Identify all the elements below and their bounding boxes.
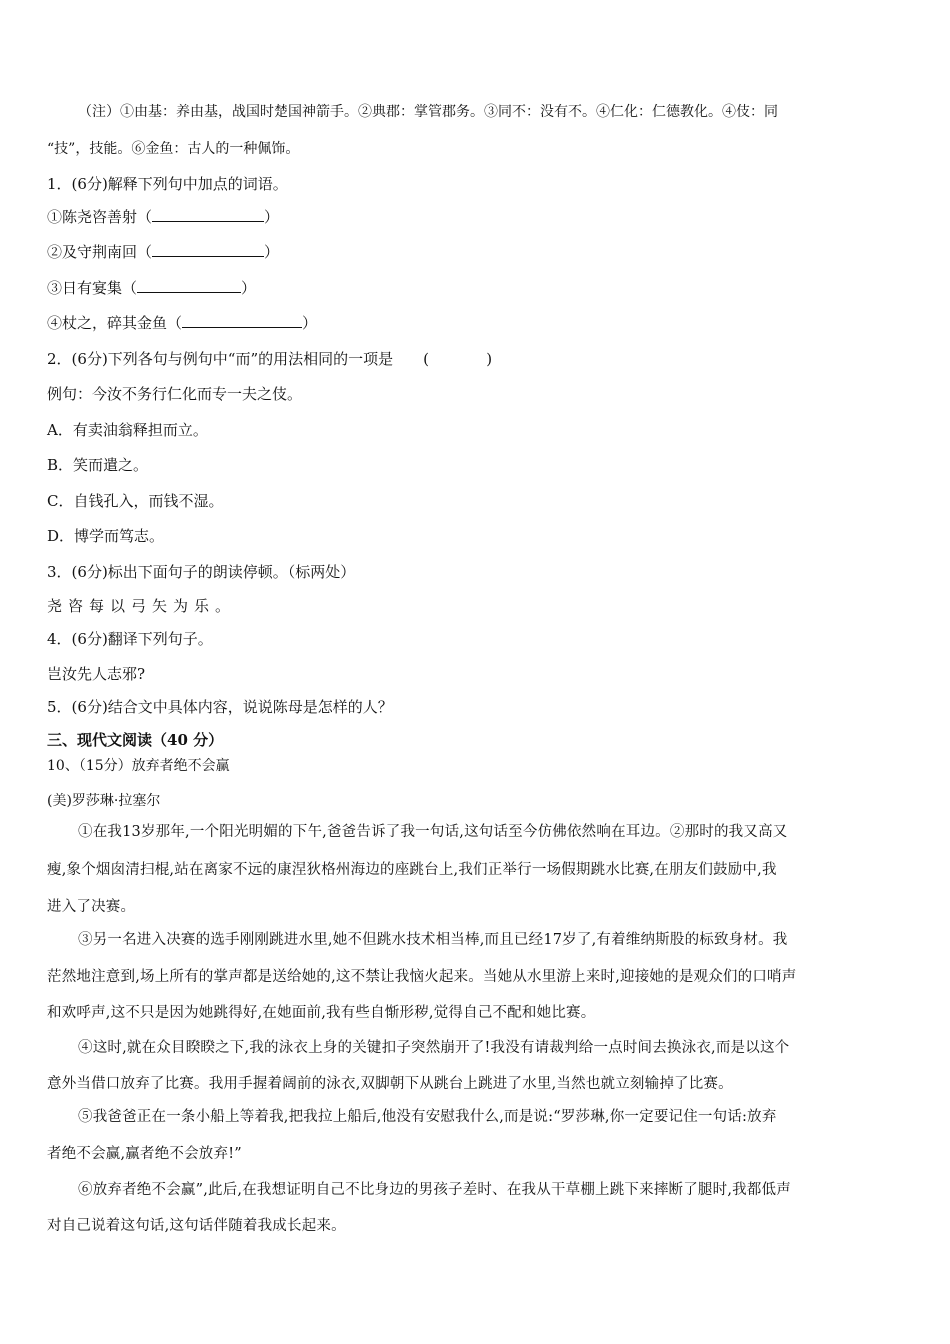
question-1-item-3 (47, 278, 256, 298)
paragraph-1-line-2: 瘦,象个烟囱清扫棍,站在离家不远的康涅狄格州海边的座跳台上,我们正举行一场假期跳水比赛,在朋友们鼓励中,我 (47, 862, 777, 878)
paragraph-3-line-3: 和欢呼声,这不只是因为她跳得好,在她面前,我有些自惭形秽,觉得自己不配和她比赛。 (47, 1005, 596, 1021)
paren-close: ） (264, 208, 280, 226)
paren-open: （ (167, 314, 183, 332)
paragraph-5-line-2: 者绝不会赢,赢者绝不会放弃!” (47, 1146, 242, 1162)
question-4-title: 4．(6分)翻译下列句子。 (47, 630, 213, 648)
article-author: (美)罗莎琳·拉塞尔 (47, 793, 161, 809)
question-2-title (47, 349, 492, 369)
answer-blank-2[interactable] (152, 242, 264, 257)
item-text: ①陈尧咨善射 (47, 208, 138, 226)
paragraph-3-line-1: ③另一名进入决赛的选手刚刚跳进水里,她不但跳水技术相当棒,而且已经17岁了,有着维纳斯股的标致身材。我 (78, 932, 788, 948)
annotation-line-2: “技”，技能。⑥金鱼：古人的一种佩饰。 (47, 141, 300, 157)
question-3-title: 3．(6分)标出下面句子的朗读停顿。（标两处） (47, 563, 356, 581)
annotation-line-1: （注）①由基：养由基，战国时楚国神箭手。②典郡：掌管郡务。③同不：没有不。④仁化：仁德教化。④伎：同 (78, 104, 778, 120)
option-d[interactable]: D．博学而笃志。 (47, 527, 165, 545)
paragraph-1-line-1: ①在我13岁那年,一个阳光明媚的下午,爸爸告诉了我一句话,这句话至今仿佛依然响在耳边。②那时的我又高又 (78, 824, 788, 840)
option-c[interactable]: C．自钱孔入，而钱不湿。 (47, 492, 224, 510)
item-text: ③日有宴集 (47, 279, 123, 297)
section-heading: 三、现代文阅读（40 分） (47, 731, 224, 749)
question-2-example: 例句：今汝不务行仁化而专一夫之伎。 (47, 385, 303, 403)
question-1-item-4 (47, 313, 317, 333)
question-1-item-2 (47, 242, 279, 262)
paragraph-6-line-2: 对自己说着这句话,这句话伴随着我成长起来。 (47, 1218, 346, 1234)
option-b[interactable]: B．笑而遣之。 (47, 456, 149, 474)
paren-close: ） (241, 279, 257, 297)
question-10-title: 10、（15分）放弃者绝不会赢 (47, 758, 230, 774)
paragraph-5-line-1: ⑤我爸爸正在一条小船上等着我,把我拉上船后,他没有安慰我什么,而是说:“罗莎琳,你一定要记住一句话:放弃 (78, 1109, 777, 1125)
question-2-text: 2．(6分)下列各句与例句中“而”的用法相同的一项是 (47, 350, 394, 368)
paren-close: ） (264, 243, 280, 261)
item-text: ②及守荆南回 (47, 243, 138, 261)
answer-paren[interactable]: ( ) (423, 350, 493, 368)
question-3-sentence: 尧咨每以弓矢为乐。 (47, 597, 237, 615)
paragraph-1-line-3: 进入了决赛。 (47, 899, 136, 915)
option-a[interactable]: A．有卖油翁释担而立。 (47, 421, 208, 439)
paragraph-4-line-1: ④这时,就在众目睽睽之下,我的泳衣上身的关键扣子突然崩开了!我没有请裁判给一点时间去换泳衣,而是以这个 (78, 1040, 790, 1056)
paren-close: ） (302, 314, 318, 332)
paren-open: （ (137, 243, 153, 261)
answer-blank-3[interactable] (137, 278, 241, 293)
question-1-item-1 (47, 207, 279, 227)
paragraph-3-line-2: 茫然地注意到,场上所有的掌声都是送给她的,这不禁让我恼火起来。当她从水里游上来时,迎接她的是观众们的口哨声 (47, 969, 797, 985)
question-5-title: 5．(6分)结合文中具体内容，说说陈母是怎样的人？ (47, 698, 393, 716)
question-4-sentence: 岂汝先人志邪? (47, 665, 146, 683)
paren-open: （ (122, 279, 138, 297)
paren-open: （ (137, 208, 153, 226)
paragraph-6-line-1: ⑥放弃者绝不会赢”,此后,在我想证明自己不比身边的男孩子差时、在我从干草棚上跳下来摔断了腿时,我都低声 (78, 1182, 791, 1198)
paragraph-4-line-2: 意外当借口放弃了比赛。我用手握着阔前的泳衣,双脚朝下从跳台上跳进了水里,当然也就立刻输掉了比赛。 (47, 1076, 733, 1092)
item-text: ④杖之，碎其金鱼 (47, 314, 168, 332)
answer-blank-1[interactable] (152, 207, 264, 222)
answer-blank-4[interactable] (182, 313, 302, 328)
question-1-title: 1．(6分)解释下列句中加点的词语。 (47, 175, 288, 193)
